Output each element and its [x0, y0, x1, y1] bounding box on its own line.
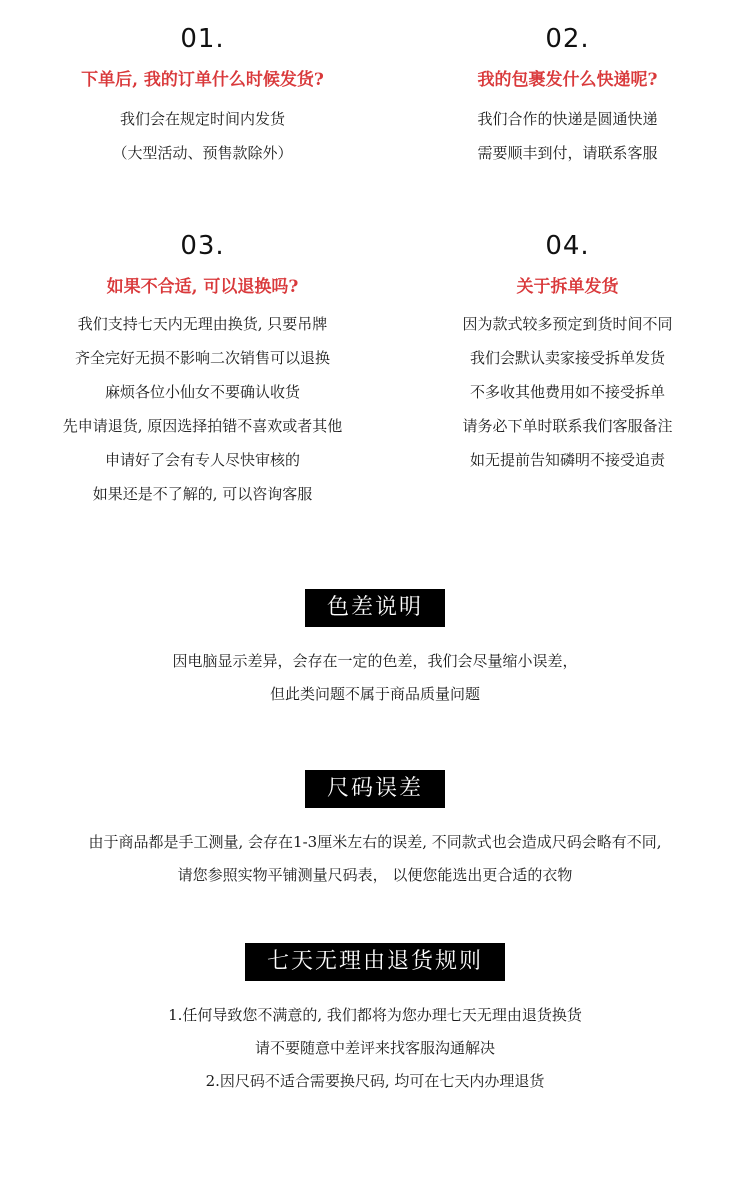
- return-policy-section: [0, 943, 750, 1098]
- faq-number: 03.: [180, 231, 225, 261]
- section-body: [0, 826, 750, 892]
- faq-answer-line: 如果还是不了解的, 可以咨询客服: [92, 485, 313, 503]
- faq-answer-line: 因为款式较多预定到货时间不同: [462, 315, 673, 333]
- faq-question: 下单后, 我的订单什么时候发货?: [81, 70, 324, 90]
- section-line: 2.因尺码不适合需要换尺码, 均可在七天内办理退货: [205, 1072, 545, 1090]
- section-title-badge: 七天无理由退货规则: [245, 943, 505, 981]
- faq-answer-line: 申请好了会有专人尽快审核的: [104, 451, 300, 469]
- section-body: [0, 645, 750, 711]
- section-line: 请您参照实物平铺测量尺码表， 以便您能选出更合适的衣物: [177, 866, 573, 884]
- faq-answer-line: 不多收其他费用如不接受拆单: [469, 383, 665, 401]
- faq-item-1: [15, 22, 390, 170]
- faq-item-2: [380, 22, 750, 170]
- faq-item-3: [15, 229, 390, 511]
- faq-question: 关于拆单发货: [516, 277, 619, 297]
- faq-answer-line: （大型活动、预售款除外）: [112, 144, 293, 162]
- faq-question: 我的包裹发什么快递呢?: [477, 70, 658, 90]
- faq-answer: [15, 102, 390, 170]
- section-title-badge: 尺码误差: [305, 770, 445, 808]
- faq-answer-line: 先申请退货, 原因选择拍错不喜欢或者其他: [62, 417, 343, 435]
- section-line: 但此类问题不属于商品质量问题: [269, 685, 480, 703]
- faq-answer-line: 需要顺丰到付，请联系客服: [477, 144, 658, 162]
- section-body: [0, 999, 750, 1098]
- faq-answer-line: 我们支持七天内无理由换货, 只要吊牌: [77, 315, 328, 333]
- section-line: 请不要随意中差评来找客服沟通解决: [254, 1039, 495, 1057]
- size-error-section: [0, 770, 750, 892]
- faq-question: 如果不合适, 可以退换吗?: [106, 277, 299, 297]
- faq-answer-line: 请务必下单时联系我们客服备注: [462, 417, 673, 435]
- faq-answer-line: 齐全完好无损不影响二次销售可以退换: [74, 349, 330, 367]
- faq-answer: [15, 307, 390, 511]
- faq-answer-line: 如无提前告知磷明不接受追责: [469, 451, 665, 469]
- faq-number: 04.: [545, 231, 590, 261]
- faq-answer: [380, 102, 750, 170]
- faq-answer-line: 我们会在规定时间内发货: [119, 110, 285, 128]
- faq-answer: [380, 307, 750, 477]
- faq-item-4: [380, 229, 750, 477]
- faq-number: 02.: [545, 24, 590, 54]
- faq-answer-line: 我们合作的快递是圆通快递: [477, 110, 658, 128]
- faq-number: 01.: [180, 24, 225, 54]
- section-line: 因电脑显示差异，会存在一定的色差，我们会尽量缩小误差，: [172, 652, 578, 670]
- section-title-badge: 色差说明: [305, 589, 445, 627]
- faq-answer-line: 麻烦各位小仙女不要确认收货: [104, 383, 300, 401]
- section-line: 1.任何导致您不满意的, 我们都将为您办理七天无理由退货换货: [168, 1006, 582, 1024]
- faq-answer-line: 我们会默认卖家接受拆单发货: [469, 349, 665, 367]
- color-difference-section: [0, 589, 750, 711]
- section-line: 由于商品都是手工测量, 会存在1-3厘米左右的误差, 不同款式也会造成尺码会略有不同,: [88, 833, 662, 851]
